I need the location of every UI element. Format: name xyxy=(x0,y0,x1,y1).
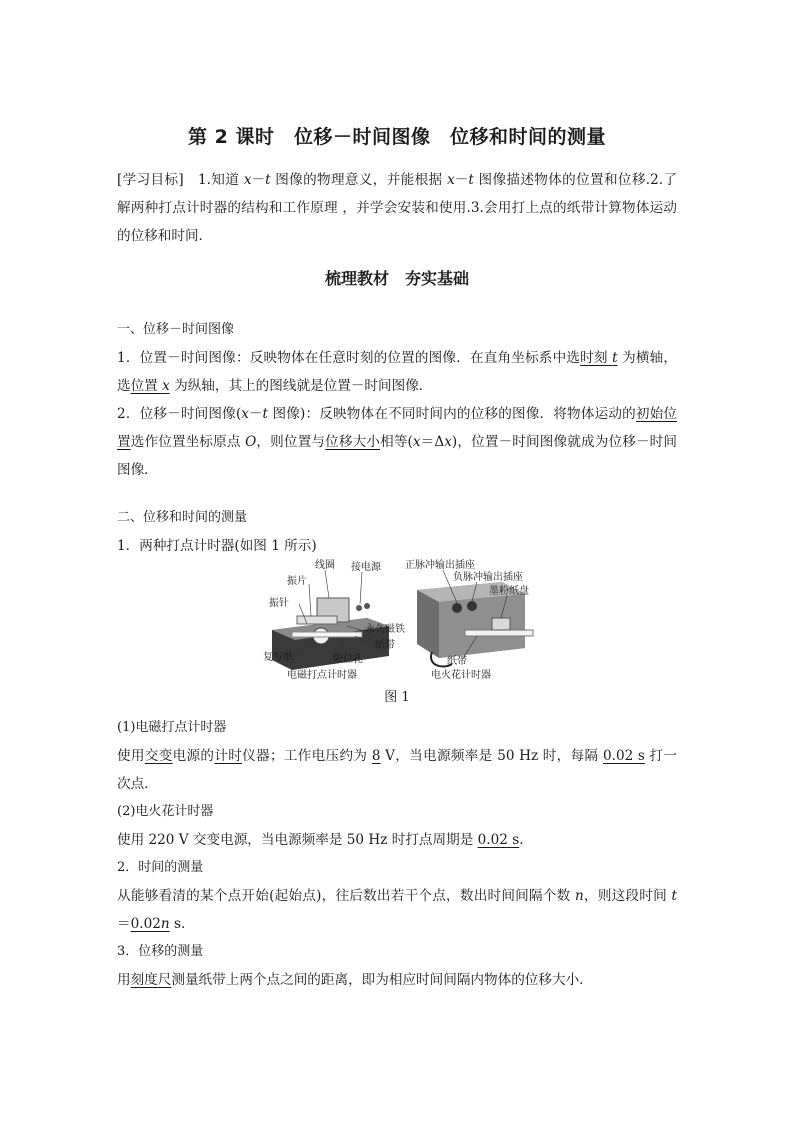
figure-label: 复写纸 xyxy=(263,652,293,663)
sub1-text: 使用交变电源的计时仪器；工作电压约为 8 V，当电源频率是 50 Hz 时，每隔 0.02 s 打一次点． xyxy=(117,748,678,792)
goals-tag: [学习目标] xyxy=(117,172,184,188)
blank-answer: 8 xyxy=(371,748,381,764)
figure-caption-em: 电磁打点计时器 xyxy=(287,670,357,681)
figure-label: 纸带 xyxy=(375,640,395,651)
part-one-heading: 一、位移－时间图像 xyxy=(117,322,235,337)
blank-answer: 交变 xyxy=(144,748,173,764)
blank-answer: 0.02 s xyxy=(603,748,645,764)
em-timer-paper-tape xyxy=(292,632,362,637)
spark-timer-toner-disc xyxy=(492,618,510,630)
em-timer-terminal xyxy=(364,603,370,609)
figure-label: 纸带 xyxy=(447,656,467,667)
blank-answer: 位移大小 xyxy=(325,434,381,450)
figure-label: 正脉冲输出插座 xyxy=(405,560,475,571)
figure-label: 接电源 xyxy=(351,562,381,573)
item3-heading: 3．位移的测量 xyxy=(117,944,204,959)
spark-timer-paper-tape xyxy=(465,630,533,636)
blank-answer: 刻度尺 xyxy=(130,972,172,988)
figure-label: 墨粉纸盘 xyxy=(489,586,529,597)
spark-timer-front xyxy=(439,594,525,658)
sub1-heading: (1)电磁打点计时器 xyxy=(117,720,227,735)
blank-answer: 初始位置 xyxy=(117,406,678,450)
item3-text: 用刻度尺测量纸带上两个点之间的距离，即为相应时间间隔内物体的位移大小． xyxy=(117,972,593,988)
spark-timer-socket xyxy=(452,603,462,613)
em-timer-vibrator xyxy=(297,616,337,624)
part-two-body xyxy=(117,714,677,994)
spark-timer-socket xyxy=(467,601,477,611)
section-title: 梳理教材 夯实基础 xyxy=(324,269,469,288)
part-two-heading: 二、位移和时间的测量 xyxy=(117,510,248,525)
item2-text: 从能够看清的某个点开始(起始点)，往后数出若干个点，数出时间间隔个数 n，则这段时间 t＝0.02n s. xyxy=(117,888,677,932)
figure-label: 振片 xyxy=(287,576,307,587)
part-two-top xyxy=(117,504,677,560)
figure-label: 限位孔 xyxy=(333,654,363,665)
blank-answer: 时刻 t xyxy=(580,350,618,366)
lesson-title: 第 2 课时 位移－时间图像 位移和时间的测量 xyxy=(188,126,606,148)
figure-label: 振针 xyxy=(269,598,289,609)
blank-answer: 计时 xyxy=(214,748,243,764)
sub2-heading: (2)电火花计时器 xyxy=(117,804,214,819)
blank-answer: 0.02n xyxy=(130,916,170,932)
item2-heading: 2．时间的测量 xyxy=(117,860,204,875)
learning-goals: [学习目标] 1.知道 x－t 图像的物理意义，并能根据 x－t 图像描述物体的位置和位移.2.了解两种打点计时器的结构和工作原理 ，并学会安装和使用.3.会用打上点的纸带计算物体运动的位移和时间． xyxy=(117,172,677,244)
blank-answer: 0.02 s xyxy=(477,832,520,848)
figure-label: 线圈 xyxy=(315,560,335,571)
figure-label: 永久磁铁 xyxy=(365,624,405,635)
part-one xyxy=(117,316,677,484)
part-one-item-1: 1．位置－时间图像：反映物体在任意时刻的位置的图像．在直角坐标系中选时刻 t 为横轴，选位置 x 为纵轴，其上的图线就是位置－时间图像． xyxy=(117,350,677,394)
figure-label: 负脉冲输出插座 xyxy=(453,572,523,583)
figure-timers xyxy=(263,560,537,686)
part-one-item-2: 2．位移－时间图像(x－t 图像)：反映物体在不同时间内的位移的图像．将物体运动的初始位置选作位置坐标原点 O，则位置与位移大小相等(x＝Δx)，位置－时间图像就成为位移－时间图像． xyxy=(117,406,678,478)
figure-caption: 图 1 xyxy=(384,690,410,705)
blank-answer: 位置 x xyxy=(130,378,170,394)
sub2-text: 使用 220 V 交变电源，当电源频率是 50 Hz 时打点周期是 0.02 s. xyxy=(117,832,524,848)
em-timer-terminal xyxy=(356,605,362,611)
part-two-item-1: 1．两种打点计时器(如图 1 所示) xyxy=(117,538,317,554)
figure-caption-spark: 电火花计时器 xyxy=(431,670,491,681)
